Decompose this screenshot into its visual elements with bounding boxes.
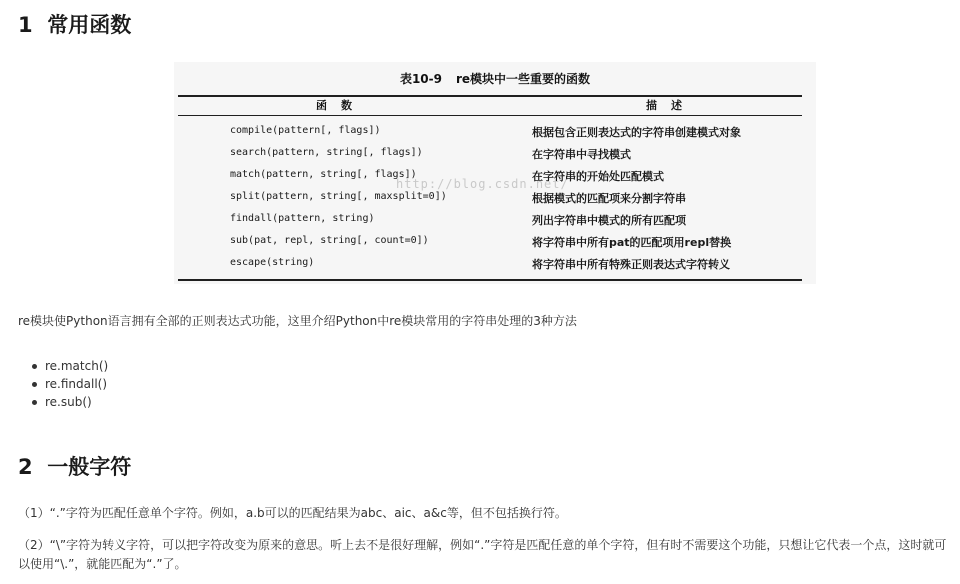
table-bottom-rule: [178, 279, 802, 281]
function-signature: findall(pattern, string): [230, 213, 375, 224]
column-header-description: 描述: [646, 99, 696, 112]
table-caption: [174, 70, 816, 87]
function-description: 列出字符串中模式的所有匹配项: [532, 214, 686, 227]
function-signature: sub(pat, repl, string[, count=0]): [230, 235, 429, 246]
list-item: re.sub(): [30, 393, 108, 411]
table-row: [174, 144, 816, 166]
paragraph-escape-character: （2）“\”字符为转义字符，可以把字符改变为原来的意思。听上去不是很好理解，例如“.”字符是匹配任意的单个字符，但有时不需要这个功能，只想让它代表一个点，这时就可以使用“\.”，就能匹配为“.”了。: [18, 538, 947, 571]
section-1-heading: [18, 10, 131, 40]
table-top-rule: [178, 95, 802, 97]
watermark: http://blog.csdn.net/: [396, 177, 569, 191]
function-signature: escape(string): [230, 257, 315, 268]
re-functions-table-image: [174, 62, 816, 284]
table-row: [174, 210, 816, 232]
function-description: 将字符串中所有pat的匹配项用repl替换: [532, 236, 732, 249]
list-item: re.findall(): [30, 375, 108, 393]
section-2-number: 2: [18, 455, 33, 479]
table-row: [174, 188, 816, 210]
column-header-function: 函数: [316, 99, 366, 112]
methods-list: [30, 357, 108, 411]
table-row: [174, 254, 816, 276]
function-signature: match(pattern, string[, flags]): [230, 169, 417, 180]
section-2-heading: [18, 452, 131, 482]
function-description: 在字符串的开始处匹配模式: [532, 170, 664, 183]
list-item: re.match(): [30, 357, 108, 375]
function-signature: compile(pattern[, flags]): [230, 125, 381, 136]
table-header-rule: [178, 115, 802, 116]
section-1-number: 1: [18, 13, 33, 37]
section-2-title: 一般字符: [47, 455, 132, 479]
function-signature: search(pattern, string[, flags]): [230, 147, 423, 158]
function-description: 在字符串中寻找模式: [532, 148, 631, 161]
table-number: 表10-9: [399, 72, 442, 86]
section-1-title: 常用函数: [47, 13, 132, 37]
function-description: 根据模式的匹配项来分割字符串: [532, 192, 686, 205]
intro-paragraph: re模块使Python语言拥有全部的正则表达式功能，这里介绍Python中re模块常用的字符串处理的3种方法: [18, 314, 577, 328]
function-description: 将字符串中所有特殊正则表达式字符转义: [532, 258, 730, 271]
table-row: [174, 232, 816, 254]
table-title: re模块中一些重要的函数: [455, 72, 591, 86]
function-description: 根据包含正则表达式的字符串创建模式对象: [532, 126, 741, 139]
paragraph-dot-character: （1）“.”字符为匹配任意单个字符。例如，a.b可以的匹配结果为abc、aic、a&c等，但不包括换行符。: [18, 506, 567, 520]
table-row: [174, 122, 816, 144]
function-signature: split(pattern, string[, maxsplit=0]): [230, 191, 447, 202]
